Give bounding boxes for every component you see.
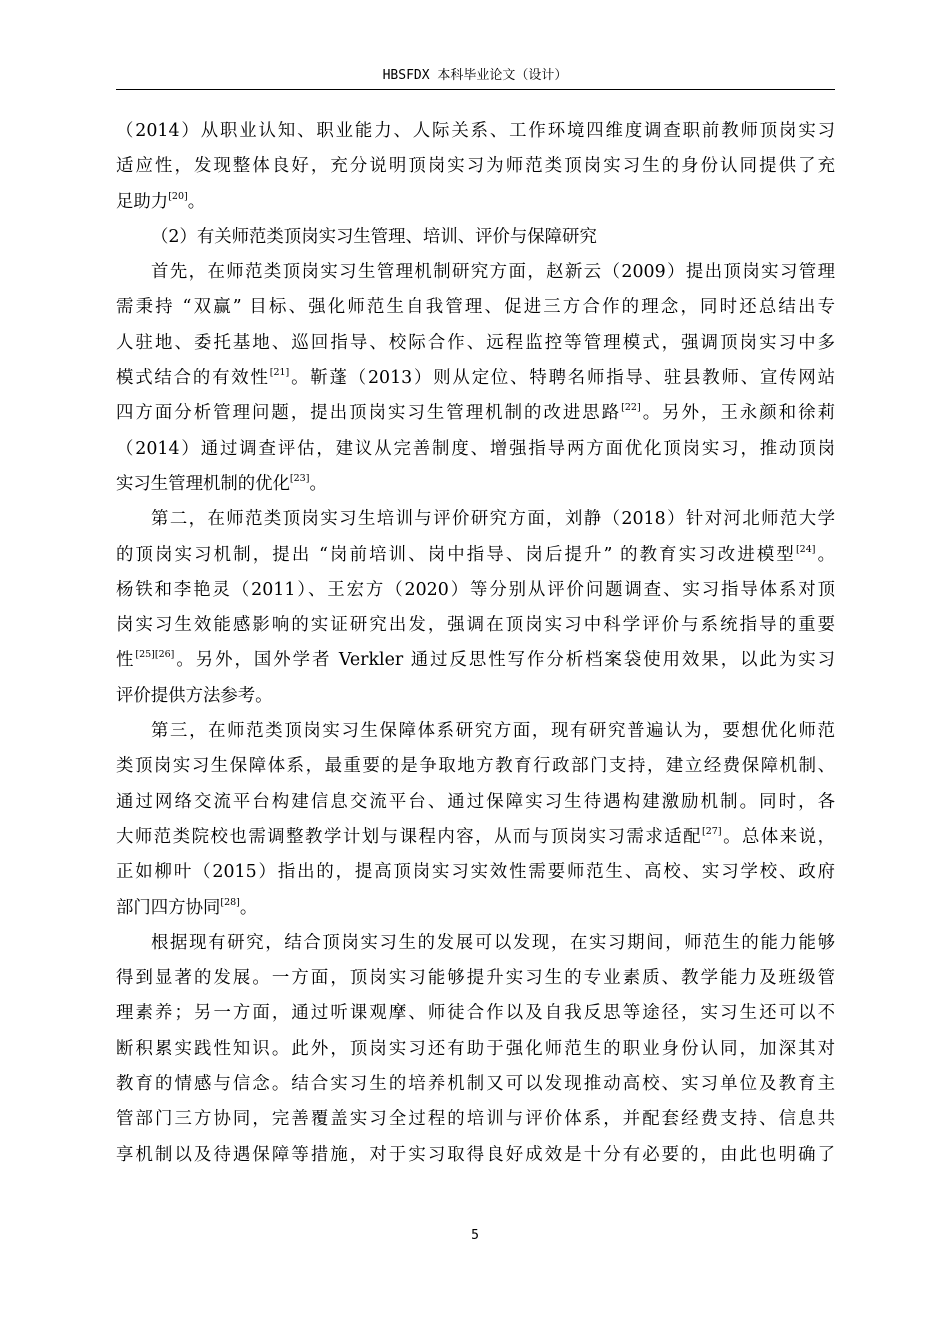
text-segment: 人驻地、委托基地、巡回指导、校际合作、远程监控等管理模式，强调顶岗实习中多 [116,332,835,353]
text-segment: 管部门三方协同，完善覆盖实习全过程的培训与评价体系，并配套经费支持、信息共 [116,1109,835,1130]
text-line [116,573,835,608]
text-line [116,996,835,1031]
text-segment: （2014）从职业认知、职业能力、人际关系、工作环境四维度调查职前教师顶岗实习 [116,121,835,141]
citation-reference: [27] [702,825,722,837]
text-segment: 正如柳叶（2015）指出的，提高顶岗实习实效性需要师范生、高校、实习学校、政府 [116,862,835,883]
text-line [116,820,835,855]
citation-reference: [22] [621,402,641,414]
text-segment: 大师范类院校也需调整教学计划与课程内容，从而与顶岗实习需求适配 [116,826,703,847]
text-line [116,891,835,926]
text-segment: 足助力 [116,191,169,212]
text-segment: 需秉持 “双赢” 目标、强化师范生自我管理、促进三方合作的理念，同时还总结出专 [116,297,835,318]
text-segment: 根据现有研究，结合顶岗实习生的发展可以发现，在实习期间，师范生的能力能够 [151,932,835,953]
text-line [116,114,835,149]
text-segment: 模式结合的有效性 [116,368,270,389]
text-line [116,467,835,502]
text-line [116,149,835,184]
text-line [116,432,835,467]
citation-reference: [25][26] [135,649,175,661]
running-header: HBSFDX 本科毕业论文（设计） [382,68,568,83]
text-segment: 。 [309,473,327,494]
text-segment: 。 [239,897,258,918]
text-line [116,961,835,996]
text-line [116,1138,835,1173]
text-segment: 四方面分析管理问题，提出顶岗实习生管理机制的改进思路 [116,403,622,424]
text-segment: 。 [815,544,835,565]
text-segment: 首先，在师范类顶岗实习生管理机制研究方面，赵新云（2009）提出顶岗实习管理 [151,262,835,283]
text-line [116,714,835,749]
text-line [116,643,835,678]
text-line [116,1102,835,1137]
text-line [116,1067,835,1102]
text-segment: 教育的情感与信念。结合实习生的培养机制又可以发现推动高校、实习单位及教育主 [116,1074,835,1095]
text-line [116,608,835,643]
body-text [116,114,835,1173]
text-line [116,1032,835,1067]
text-segment: 杨铁和李艳灵（2011）、王宏方（2020）等分别从评价问题调查、实习指导体系对顶 [116,579,835,600]
text-segment: （2）有关师范类顶岗实习生管理、培训、评价与保障研究 [151,226,597,247]
text-segment: 类顶岗实习生保障体系，最重要的是争取地方教育行政部门支持，建立经费保障机制、 [116,756,835,777]
text-line [116,396,835,431]
text-segment: 理素养；另一方面，通过听课观摩、师徒合作以及自我反思等途径，实习生还可以不 [116,1003,835,1024]
text-segment: 得到显著的发展。一方面，顶岗实习能够提升实习生的专业素质、教学能力及班级管 [116,968,835,989]
text-segment: 性 [116,650,136,671]
text-segment: 。靳蓬（2013）则从定位、特聘名师指导、驻县教师、宣传网站 [289,368,835,389]
text-segment: 部门四方协同 [116,897,221,918]
text-line [116,679,835,714]
text-segment: 。另外，国外学者 Verkler 通过反思性写作分析档案袋使用效果，以此为实习 [174,650,835,671]
section-heading [116,220,835,255]
text-segment: 断积累实践性知识。此外，顶岗实习还有助于强化师范生的职业身份认同，加深其对 [116,1038,835,1059]
citation-reference: [28] [220,896,240,908]
text-segment: 第三，在师范类顶岗实习生保障体系研究方面，现有研究普遍认为，要想优化师范 [151,721,835,742]
text-line [116,361,835,396]
text-line [116,785,835,820]
citation-reference: [21] [269,367,290,379]
text-line [116,185,835,220]
text-segment: 。另外，王永颜和徐莉 [640,403,835,424]
page-number: 5 [471,1228,479,1243]
citation-reference: [24] [795,543,816,555]
text-line [116,538,835,573]
text-segment: 适应性，发现整体良好，充分说明顶岗实习为师范类顶岗实习生的身份认同提供了充 [116,156,835,177]
text-segment: 实习生管理机制的优化 [116,473,290,494]
text-segment: 第二，在师范类顶岗实习生培训与评价研究方面，刘静（2018）针对河北师范大学 [151,509,835,530]
citation-reference: [23] [289,472,310,484]
text-line [116,255,835,290]
text-line [116,502,835,537]
text-segment: 。总体来说， [721,826,835,847]
header-divider [116,89,835,90]
text-line [116,855,835,890]
text-line [116,749,835,784]
text-line [116,326,835,361]
text-segment: 享机制以及待遇保障等措施，对于实习取得良好成效是十分有必要的，由此也明确了 [116,1144,835,1165]
text-segment: 的顶岗实习机制，提出 “岗前培训、岗中指导、岗后提升” 的教育实习改进模型 [116,544,796,565]
text-segment: （2014）通过调查评估，建议从完善制度、增强指导两方面优化顶岗实习，推动顶岗 [116,438,835,459]
text-segment: 岗实习生效能感影响的实证研究出发，强调在顶岗实习中科学评价与系统指导的重要 [116,615,835,636]
text-line [116,290,835,325]
text-segment: 通过网络交流平台构建信息交流平台、通过保障实习生待遇构建激励机制。同时，各 [116,791,835,812]
text-segment: 评价提供方法参考。 [116,685,273,706]
text-line [116,926,835,961]
text-segment: 。 [187,191,206,212]
citation-reference: [20] [168,190,188,202]
